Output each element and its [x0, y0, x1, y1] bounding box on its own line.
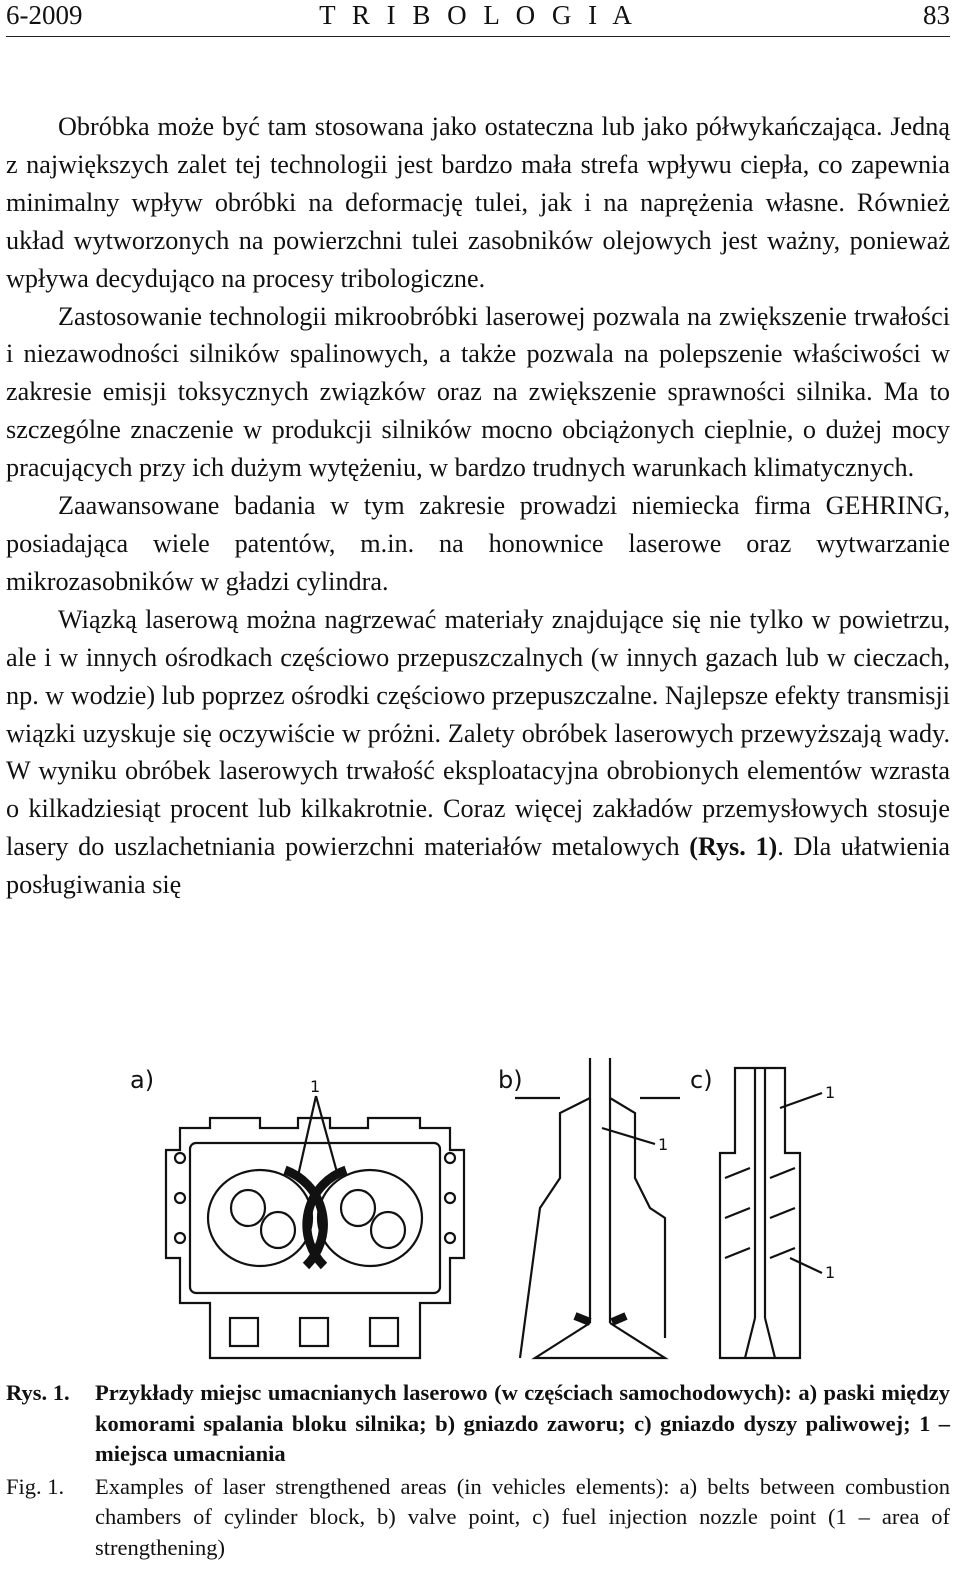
- article-body: [6, 108, 950, 904]
- figure-1: [120, 1058, 860, 1368]
- panel-b-marker: 1: [658, 1135, 669, 1154]
- page-number: 83: [923, 0, 950, 30]
- issue-number: 6-2009: [6, 0, 83, 30]
- panel-c-marker-1: 1: [825, 1083, 836, 1102]
- caption-polish-text: Przykłady miejsc umacnianych laserowo (w częściach samochodowych): a) paski między komorami spalania bloku silnika; b) gniazdo zaworu; c) gniazdo dyszy paliwowej; 1 – miejsca umacniania: [95, 1380, 950, 1466]
- panel-a-marker: 1: [310, 1077, 321, 1096]
- caption-english: [6, 1472, 950, 1564]
- paragraph: [6, 601, 950, 904]
- figure-reference: (Rys. 1): [689, 832, 778, 862]
- panel-c-nozzle: [690, 1066, 835, 1358]
- page-header: [6, 0, 950, 37]
- paragraph: Zaawansowane badania w tym zakresie prowadzi niemiecka firma GEHRING, posiadająca wiele patentów, m.in. na honownice laserowe oraz wytwarzanie mikrozasobników w gładzi cylindra.: [6, 491, 950, 596]
- caption-english-label: Fig. 1.: [6, 1473, 65, 1499]
- caption-polish: [6, 1378, 950, 1470]
- panel-a-label: a): [130, 1066, 155, 1094]
- caption-polish-label: Rys. 1.: [6, 1380, 70, 1405]
- panel-b-label: b): [498, 1066, 523, 1094]
- panel-c-marker-2: 1: [825, 1263, 836, 1282]
- panel-a-cylinder-head: [130, 1066, 464, 1358]
- paragraph-text-end: . Dla ułatwienia posługiwania się: [6, 832, 950, 900]
- panel-c-label: c): [690, 1066, 713, 1094]
- paragraph: Obróbka może być tam stosowana jako ostateczna lub jako półwykańczająca. Jedną z największych zalet tej technologii jest bardzo mała strefa wpływu ciepła, co zapewnia minimalny wpływ obróbki na deformację tulei, jak i na naprężenia własne. Również układ wytworzonych na powierzchni tulei zasobników olejowych jest ważny, ponieważ wpływa decydująco na procesy tribologiczne.: [6, 112, 950, 293]
- paragraph: Zastosowanie technologii mikroobróbki laserowej pozwala na zwiększenie trwałości i niezawodności silników spalinowych, a także pozwala na polepszenie właściwości w zakresie emisji toksycznych związków oraz na zwiększenie sprawności silnika. Ma to szczególne znaczenie w produkcji silników mocno obciążonych cieplnie, o dużej mocy pracujących przy ich dużym wytężeniu, w bardzo trudnych warunkach klimatycznych.: [6, 301, 950, 483]
- journal-title: T R I B O L O G I A: [319, 0, 637, 30]
- paragraph-text: Wiązką laserową można nagrzewać materiały znajdujące się nie tylko w powietrzu, ale i w innych ośrodkach częściowo przepuszczalnych (w innych gazach lub w cieczach, np. w wodzie) lub poprzez ośrodki częściowo przepuszczalne. Najlepsze efekty transmisji wiązki uzyskuje się oczywiście w próżni. Zalety obróbek laserowych przewyższają wady. W wyniku obróbek laserowych trwałość eksploatacyjna obrobionych elementów wzrasta o kilkadziesiąt procent lub kilkakrotnie. Coraz więcej zakładów przemysłowych stosuje lasery do uszlachetniania powierzchni materiałów metalowych: [6, 604, 950, 862]
- caption-english-text: Examples of laser strengthened areas (in vehicles elements): a) belts between combustion chambers of cylinder block, b) valve point, c) fuel injection nozzle point (1 – area of strengthening): [95, 1473, 950, 1560]
- figure-caption: [6, 1378, 950, 1563]
- figure-1-drawing: [120, 1058, 860, 1368]
- panel-b-valve-seat: [498, 1058, 680, 1358]
